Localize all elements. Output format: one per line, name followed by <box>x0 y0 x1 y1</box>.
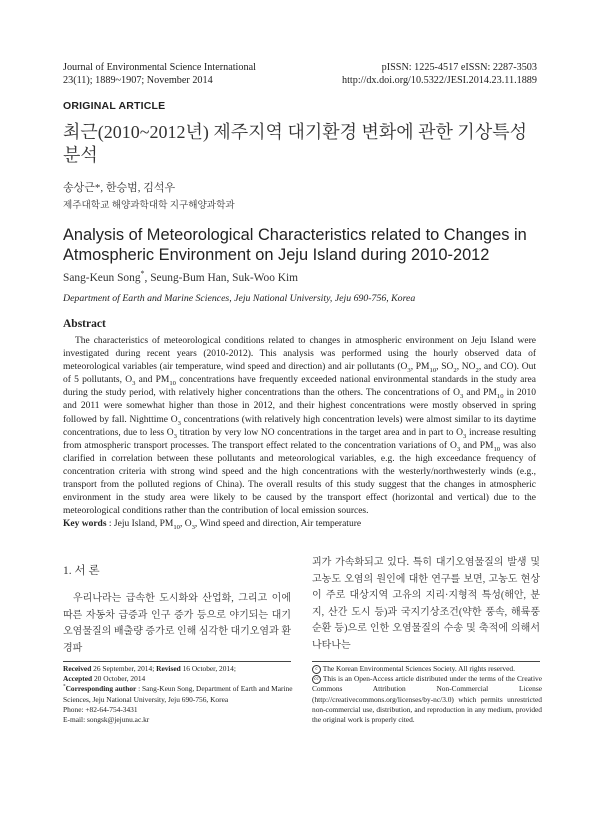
corresponding-author-label: Corresponding author <box>65 684 137 694</box>
doi-link[interactable]: http://dx.doi.org/10.5322/JESI.2014.23.11.1889 <box>342 75 537 86</box>
korean-title: 최근(2010~2012년) 제주지역 대기환경 변화에 관한 기상특성 분석 <box>63 122 527 165</box>
english-authors <box>63 269 298 284</box>
abstract-heading: Abstract <box>63 318 106 330</box>
corresponding-mark: * <box>140 269 145 279</box>
article-type: ORIGINAL ARTICLE <box>63 100 166 112</box>
email-link[interactable]: E-mail: songsk@jejunu.ac.kr <box>63 715 150 725</box>
footnote-divider-right <box>312 661 540 662</box>
english-title: Analysis of Meteorological Characteristics related to Changes in Atmospheric Environment on Jeju Island during 2010-2012 <box>63 226 527 264</box>
creative-commons-icon: cc <box>312 675 321 684</box>
footnote-divider-left <box>63 661 291 662</box>
korean-affiliation: 제주대학교 해양과학대학 지구해양과학과 <box>63 200 235 211</box>
phone: Phone: +82-64-754-3431 <box>63 704 138 714</box>
corresponding-author-name: Sang-Keun Song <box>63 272 141 284</box>
keywords-label: Key words <box>63 519 107 529</box>
journal-header-left <box>63 61 256 87</box>
english-affiliation: Department of Earth and Marine Sciences, Jeju National University, Jeju 690-756, Korea <box>63 293 416 304</box>
copyright-text: The Korean Environmental Sciences Society. All rights reserved. <box>322 664 515 673</box>
intro-text-right: 괴가 가속화되고 있다. 특히 대기오염물질의 발생 및 고농도 오염의 원인에 대한 연구를 보면, 고농도 현상이 주로 대상지역 고유의 지리·지형적 특성(해안, 분지, 산간 도시 등)과 국지기상조건(약한 풍속, 해륙풍 순환 등)으로 인한 오염물질의 수송 및 축적에 의해서 나타나는 <box>312 557 540 651</box>
article-history-footnote: Received 26 September, 2014; Revised 16 October, 2014; Accepted 20 October, 2014 *Corresponding author : Sang-Keun Song, Department of Earth and Marine Sciences, Jeju National University, Jeju 690-756, Korea Phone: +82-64-754-3431 E-mail: songsk@jejunu.ac.kr <box>63 664 293 725</box>
keywords: Key words : Jeju Island, $PM_{10}$, $O_3$, Wind speed and direction, Air temperature <box>63 519 362 531</box>
journal-name: Journal of Environmental Science International <box>63 62 256 73</box>
abstract-body: The characteristics of meteorological conditions related to changes in atmospheric environment on Jeju Island were investigated during recent years (2010-2012). This analysis was performed using the hourly observed data of meteorological variables (air temperature, wind speed and direction) and air pollutants ($O_3$, $PM_{10}$, $SO_2$, $NO_2$, and CO). Out of 5 pollutants, $O_3$ and $PM_{10}$ concentrations have frequently exceeded national environmental standards in the study area during the study period, with relatively higher concentrations than the others. The concentrations of $O_3$ and $PM_{10}$ in 2010 and 2011 were somewhat higher than those in 2012, and their highest concentrations were mostly observed in spring followed by fall. Nighttime $O_3$ concentrations (with relatively high concentration levels) were almost similar to its daytime concentrations, due to less $O_3$ titration by very low NO concentrations in the target area and in part to $O_3$ increase resulting from atmospheric transport processes. The transport effect related to the concentration variations of $O_3$ and $PM_{10}$ was also clarified in correlation between these pollutants and meteorological variables, e.g. the high exceedance frequency of concentration criteria with strong wind speed and the high concentrations with the westerly/northwesterly winds (e.g., transport from the polluted regions of China). The overall results of this study suggest that the changes in atmospheric environment in the study area were likely to be caused by the transport effect (horizontal and vertical) due to the meteorological conditions rather than the contribution of local emission sources. <box>63 336 537 517</box>
license-text: This is an Open-Access article distributed under the terms of the Creative Commons Attribution Non-Commercial License (http://creativecommons.org/licenses/by-nc/3.0) which permits unrestricted non-commercial use, distribution, and reproduction in any medium, provided the original work is properly cited. <box>312 674 543 725</box>
license-footnote <box>312 664 542 725</box>
journal-volume: 23(11); 1889~1907; November 2014 <box>63 75 213 86</box>
journal-header-right <box>342 61 537 87</box>
copyright-icon: c <box>312 665 321 674</box>
section-heading-introduction: 1. 서 론 <box>63 565 100 577</box>
korean-authors: 송상근*, 한승범, 김석우 <box>63 182 176 194</box>
co-authors: , Seung-Bum Han, Suk-Woo Kim <box>144 272 298 284</box>
issn: pISSN: 1225-4517 eISSN: 2287-3503 <box>381 62 537 73</box>
intro-text-left: 우리나라는 급속한 도시화와 산업화, 그리고 이에 따른 자동차 급증과 인구 증가 등으로 야기되는 대기오염물질의 배출량 증가로 인해 심각한 대기오염과 환경파 <box>63 593 291 654</box>
